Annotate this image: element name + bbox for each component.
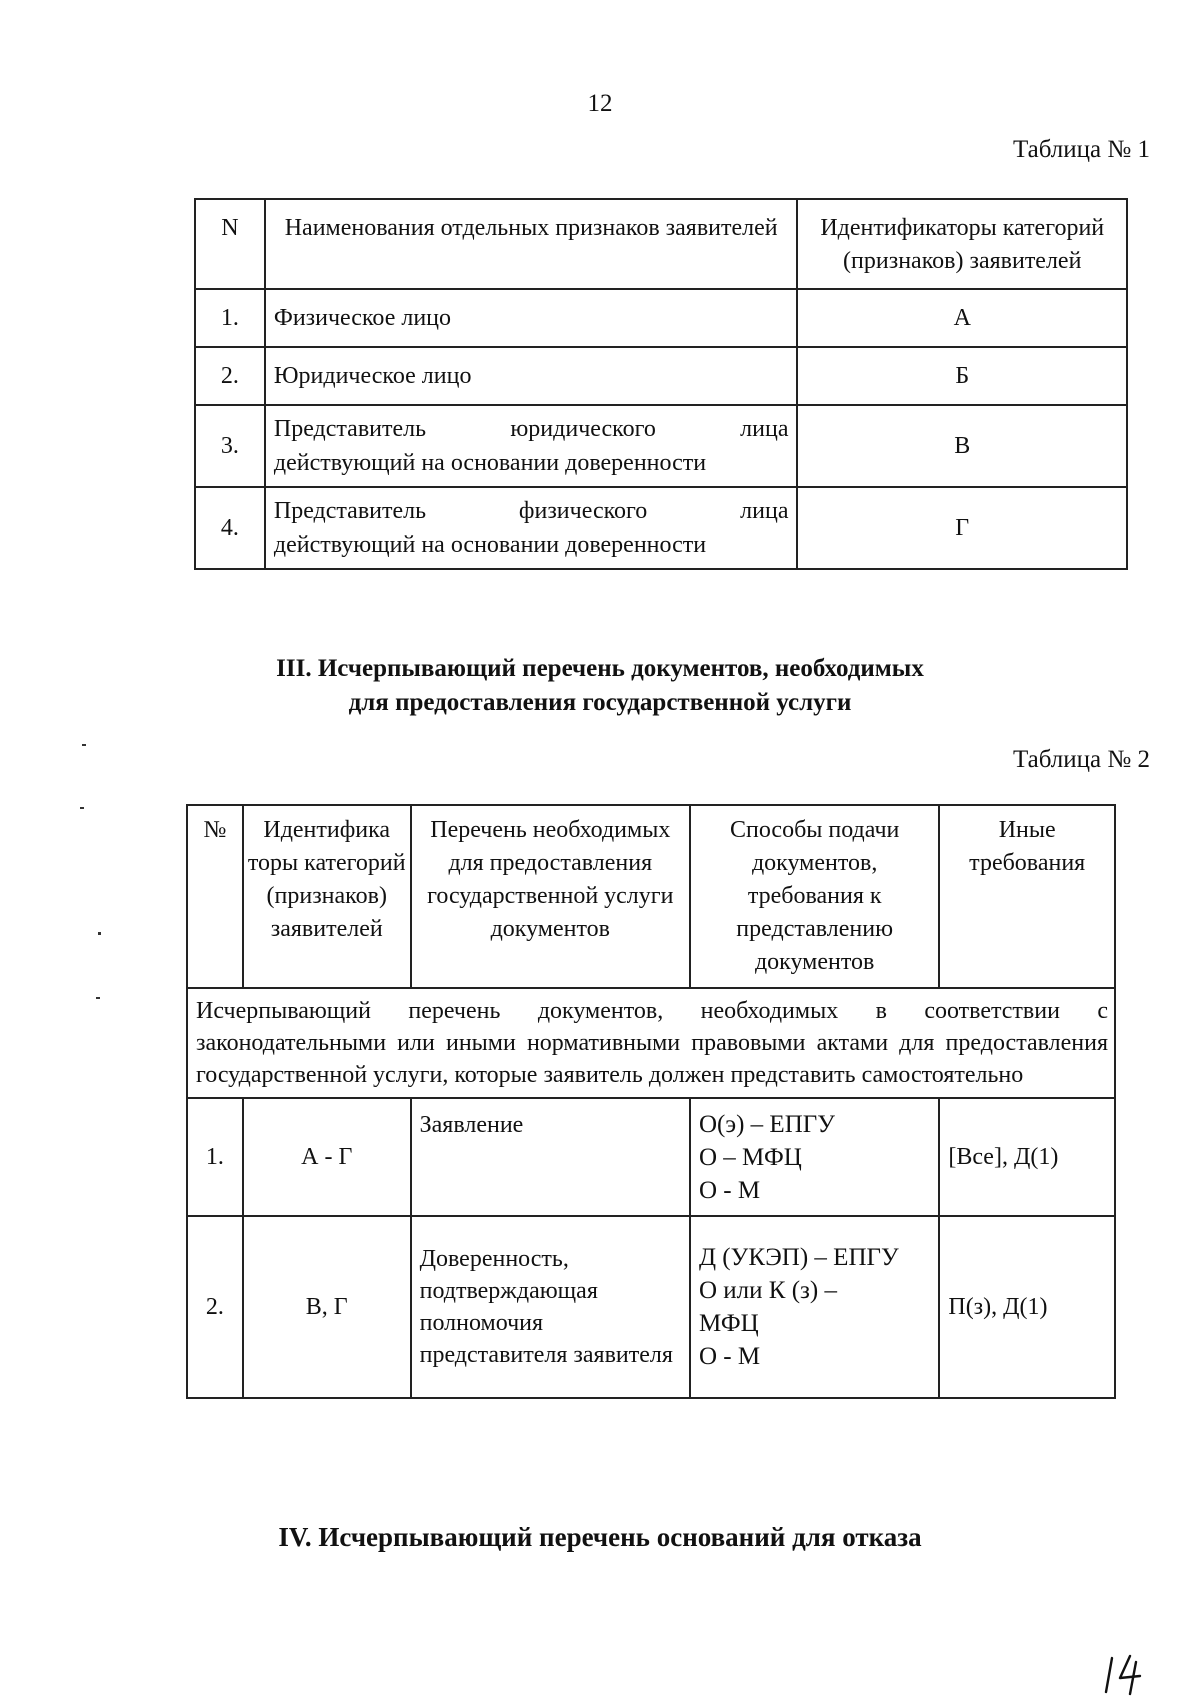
header-id: Идентификаторы категорий (признаков) заявителей [797, 199, 1127, 289]
row-name: Юридическое лицо [265, 347, 798, 405]
row-id: А [797, 289, 1127, 347]
row-name-line1: Представитель юридического лица [273, 416, 789, 442]
span-row-text: Исчерпывающий перечень документов, необходимых в соответствии с законодательными или иными нормативными правовыми актами для предоставления государственной услуги, которые заявитель должен представить самостоятельно [187, 988, 1115, 1098]
table-span-row [187, 988, 1115, 1098]
scan-speck [80, 807, 84, 809]
row-name: Физическое лицо [265, 289, 798, 347]
table-row [195, 289, 1127, 347]
row-name-line2: действующий на основании доверенности [273, 532, 707, 558]
row-document: Доверенность, подтверждающая полномочия представителя заявителя [411, 1216, 690, 1398]
table1-caption: Таблица № 1 [1012, 136, 1150, 163]
row-other-requirements: [Все], Д(1) [939, 1098, 1115, 1216]
row-number: 4. [195, 487, 265, 569]
header-submission-methods: Способы подачи документов, требования к представлению документов [690, 805, 939, 988]
table2-caption: Таблица № 2 [1012, 746, 1150, 773]
applicant-categories-table [194, 198, 1128, 570]
scan-speck [98, 932, 101, 935]
header-name: Наименования отдельных признаков заявителей [265, 199, 798, 289]
row-name-line2: действующий на основании доверенности [273, 450, 707, 476]
scan-speck [96, 997, 100, 999]
method-line: О - М [698, 1176, 761, 1204]
header-number: № [187, 805, 243, 988]
table-header-row [195, 199, 1127, 289]
scan-speck [82, 744, 86, 746]
section3-heading-line2: для предоставления государственной услуги [348, 689, 852, 716]
header-other-requirements: Иные требования [939, 805, 1115, 988]
section4-heading: IV. Исчерпывающий перечень оснований для отказа [278, 1522, 922, 1552]
table-header-row [187, 805, 1115, 988]
row-name-line1: Представитель физического лица [273, 498, 789, 524]
row-name [265, 405, 798, 487]
table-row [187, 1216, 1115, 1398]
row-submission-methods [690, 1098, 939, 1216]
page-number: 12 [587, 90, 613, 117]
header-documents: Перечень необходимых для предоставления государственной услуги документов [411, 805, 690, 988]
row-id: Б [797, 347, 1127, 405]
row-submission-methods [690, 1216, 939, 1398]
table-row [195, 487, 1127, 569]
method-line: О - М [698, 1343, 761, 1370]
documents-table [186, 804, 1116, 1399]
row-name [265, 487, 798, 569]
row-id: В [797, 405, 1127, 487]
row-number: 2. [187, 1216, 243, 1398]
section3-heading [0, 652, 1200, 720]
row-id: Г [797, 487, 1127, 569]
table-row [195, 405, 1127, 487]
method-line: МФЦ [698, 1310, 759, 1337]
row-number: 2. [195, 347, 265, 405]
handwritten-page-mark-icon [1100, 1648, 1150, 1698]
row-category-ids: А - Г [243, 1098, 411, 1216]
method-line: О – МФЦ [698, 1143, 802, 1171]
header-category-ids: Идентифика торы категорий (признаков) заявителей [243, 805, 411, 988]
method-line: О или К (з) – [698, 1277, 837, 1304]
table-row [195, 347, 1127, 405]
section3-heading-line1: III. Исчерпывающий перечень документов, необходимых [276, 655, 924, 682]
row-category-ids: В, Г [243, 1216, 411, 1398]
row-other-requirements: П(з), Д(1) [939, 1216, 1115, 1398]
header-n: N [195, 199, 265, 289]
row-number: 3. [195, 405, 265, 487]
row-document: Заявление [411, 1098, 690, 1216]
table-row [187, 1098, 1115, 1216]
method-line: О(э) – ЕПГУ [698, 1110, 835, 1138]
method-line: Д (УКЭП) – ЕПГУ [698, 1244, 899, 1271]
row-number: 1. [195, 289, 265, 347]
row-number: 1. [187, 1098, 243, 1216]
